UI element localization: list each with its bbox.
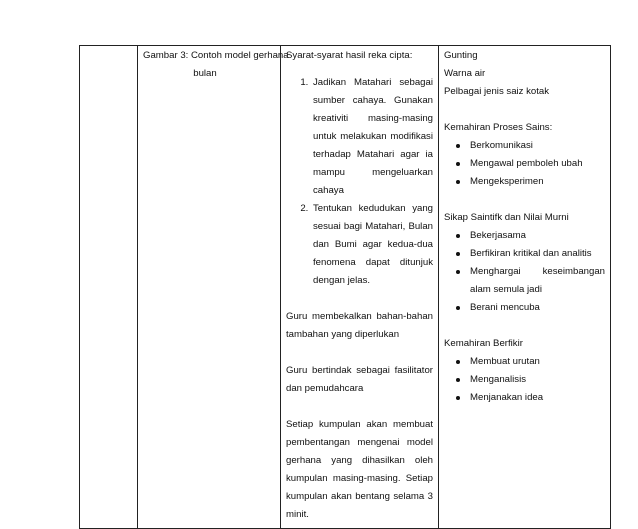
list-item: Menjanakan idea (468, 389, 605, 407)
lesson-plan-table (79, 45, 611, 529)
requirements-list (286, 74, 433, 290)
list-item: Berfikiran kritikal dan analitis (468, 245, 605, 263)
list-item: Mengeksperimen (468, 173, 605, 191)
list-item: Mengawal pemboleh ubah (468, 155, 605, 173)
teacher-materials-text: Guru membekalkan bahan-bahan tambahan yang diperlukan (286, 311, 433, 340)
list-item: Membuat urutan (468, 353, 605, 371)
kb-list (444, 353, 605, 407)
material-item: Gunting (444, 50, 478, 61)
kb-heading: Kemahiran Berfikir (444, 338, 523, 349)
list-item: Menghargai keseimbangan alam semula jadi (468, 263, 605, 299)
kps-list (444, 137, 605, 191)
kps-heading: Kemahiran Proses Sains: (444, 122, 553, 133)
sikap-heading: Sikap Saintifk dan Nilai Murni (444, 212, 569, 223)
list-item: 2. Tentukan kedudukan yang sesuai bagi Matahari, Bulan dan Bumi agar kedua-dua fenomena dapat ditunjuk dengan jelas. (311, 200, 433, 290)
teacher-role-text: Guru bertindak sebagai fasilitator dan pemudahcara (286, 365, 433, 394)
material-item: Pelbagai jenis saiz kotak (444, 86, 550, 97)
empty-cell (80, 46, 138, 529)
list-item: 1. Jadikan Matahari sebagai sumber cahaya. Gunakan kreativiti masing-masing untuk melakukan modifikasi terhadap Matahari agar ia mampu mengeluarkan cahaya (311, 74, 433, 200)
activity-cell (281, 46, 439, 529)
list-item: Bekerjasama (468, 227, 605, 245)
list-item: Berkomunikasi (468, 137, 605, 155)
sikap-list (444, 227, 605, 317)
table-row (80, 46, 611, 529)
list-item: Berani mencuba (468, 299, 605, 317)
resources-cell (439, 46, 611, 529)
requirements-heading: Syarat-syarat hasil reka cipta: (286, 50, 413, 61)
figure-caption: Gambar 3: Contoh model gerhana (143, 50, 289, 61)
material-item: Warna air (444, 68, 486, 79)
list-item: Menganalisis (468, 371, 605, 389)
figure-caption-sub: bulan (193, 68, 217, 79)
figure-cell (138, 46, 289, 529)
presentation-text: Setiap kumpulan akan membuat pembentangan mengenai model gerhana yang dihasilkan oleh kumpulan masing-masing. Setiap kumpulan akan bentang selama 3 minit. (286, 419, 433, 520)
